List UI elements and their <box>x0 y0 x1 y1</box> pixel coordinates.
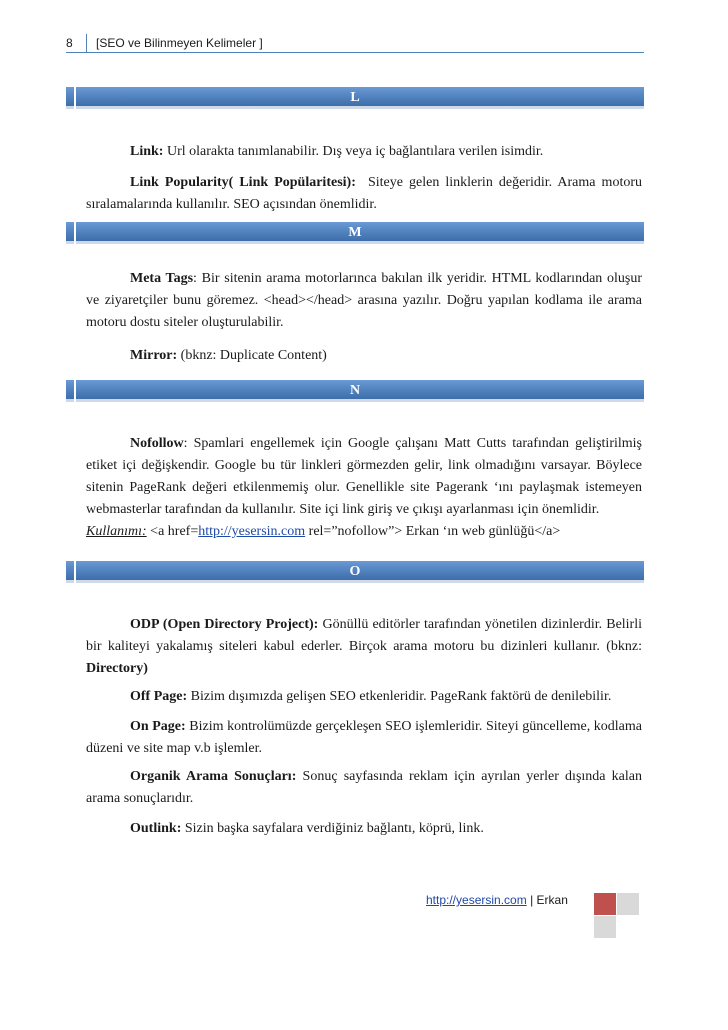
term: Off Page: <box>130 689 188 704</box>
header-rule <box>66 52 644 53</box>
definition: Bizim kontrolümüzde gerçekleşen SEO işlemleridir. Siteyi güncelleme, kodlama düzeni ve site map v.b işlemler. <box>86 719 643 756</box>
reference: Directory) <box>86 661 148 676</box>
entry-outlink <box>86 818 642 840</box>
footer <box>426 893 568 907</box>
footer-square-gray-bottom <box>594 916 616 938</box>
page-header-title: [SEO ve Bilinmeyen Kelimeler ] <box>96 36 263 50</box>
definition: Gönüllü editörler tarafından yönetilen dizinlerdir. Belirli bir kaliteyi yakalamış siteleri kabul ederler. Birçok arama motoru bu dizinleri kullanır. (bknz: <box>86 617 642 654</box>
usage-link[interactable]: http://yesersin.com <box>198 524 306 539</box>
entry-organic-results <box>86 766 642 810</box>
footer-square-red <box>594 893 616 915</box>
entry-on-page <box>86 716 642 760</box>
section-heading-m <box>66 222 644 244</box>
definition: Bizim dışımızda gelişen SEO etkenleridir. PageRank faktörü de denilebilir. <box>190 689 612 704</box>
definition: Sizin başka sayfalara verdiğiniz bağlantı, köprü, link. <box>184 821 484 836</box>
term: Nofollow <box>130 436 184 451</box>
term: Outlink: <box>130 821 182 836</box>
usage-label: Kullanımı: <box>86 524 147 539</box>
definition: (bknz: Duplicate Content) <box>180 348 327 363</box>
definition: : Spamlari engellemek için Google çalışanı Matt Cutts tarafından geliştirilmiş etiket içi değişkendir. Google bu tür linkleri görmezden gelir, link olmadığını varsayar. Böylece sitenin PageRank değeri etkilenmemiş olur. Genellikle site Pagerank ‘ını paylaşmak istemeyen webmasterlar tarafından da kullanılır. Site içi link giriş ve çıkışı ayarlanması için önemlidir. <box>86 436 642 517</box>
section-letter: O <box>349 564 361 579</box>
footer-square-gray <box>617 893 639 915</box>
usage-code-pre: <a href= <box>150 524 199 539</box>
entry-nofollow <box>86 433 642 543</box>
footer-separator: | <box>530 893 534 907</box>
definition: : Bir sitenin arama motorlarınca bakılan ilk yeridir. HTML kodlarından oluşur ve ziyaretçiler bunu göremez. <head></head> arasına yazılır. Doğru yapılan kodlama ile arama motoru dostu siteler oluşturulabilir. <box>86 271 642 330</box>
term: Link Popularity( Link Popülaritesi): <box>130 175 356 190</box>
footer-author: Erkan <box>536 893 568 907</box>
entry-odp <box>86 614 642 680</box>
term: Meta Tags <box>130 271 194 286</box>
entry-meta-tags <box>86 268 642 334</box>
definition: Sonuç sayfasında reklam için ayrılan yerler dışında kalan arama sonuçlarıdır. <box>86 769 642 806</box>
heading-notch <box>74 561 76 583</box>
entry-off-page <box>86 686 642 708</box>
section-heading-o <box>66 561 644 583</box>
term: Mirror: <box>130 348 178 363</box>
page-number: 8 <box>66 36 73 50</box>
section-letter: M <box>348 225 362 240</box>
entry-link-popularity <box>86 172 642 216</box>
heading-notch <box>74 380 76 402</box>
term: Link: <box>130 144 164 159</box>
section-letter: L <box>350 90 360 105</box>
entry-link <box>86 141 642 163</box>
header-separator <box>86 34 87 52</box>
section-letter: N <box>349 383 361 398</box>
entry-mirror <box>86 345 642 367</box>
heading-notch <box>74 87 76 109</box>
usage-code-post: rel=”nofollow”> Erkan ‘ın web günlüğü</a> <box>308 524 561 539</box>
footer-url[interactable]: http://yesersin.com <box>426 893 527 907</box>
term: On Page: <box>130 719 186 734</box>
section-heading-l <box>66 87 644 109</box>
term: ODP (Open Directory Project): <box>130 617 319 632</box>
heading-notch <box>74 222 76 244</box>
section-heading-n <box>66 380 644 402</box>
definition: Siteye gelen linklerin değeridir. Arama motoru sıralamalarında kullanılır. SEO açısından önemlidir. <box>86 175 642 212</box>
definition: Url olarakta tanımlanabilir. Dış veya iç bağlantılara verilen isimdir. <box>166 144 544 159</box>
term: Organik Arama Sonuçları: <box>130 769 297 784</box>
